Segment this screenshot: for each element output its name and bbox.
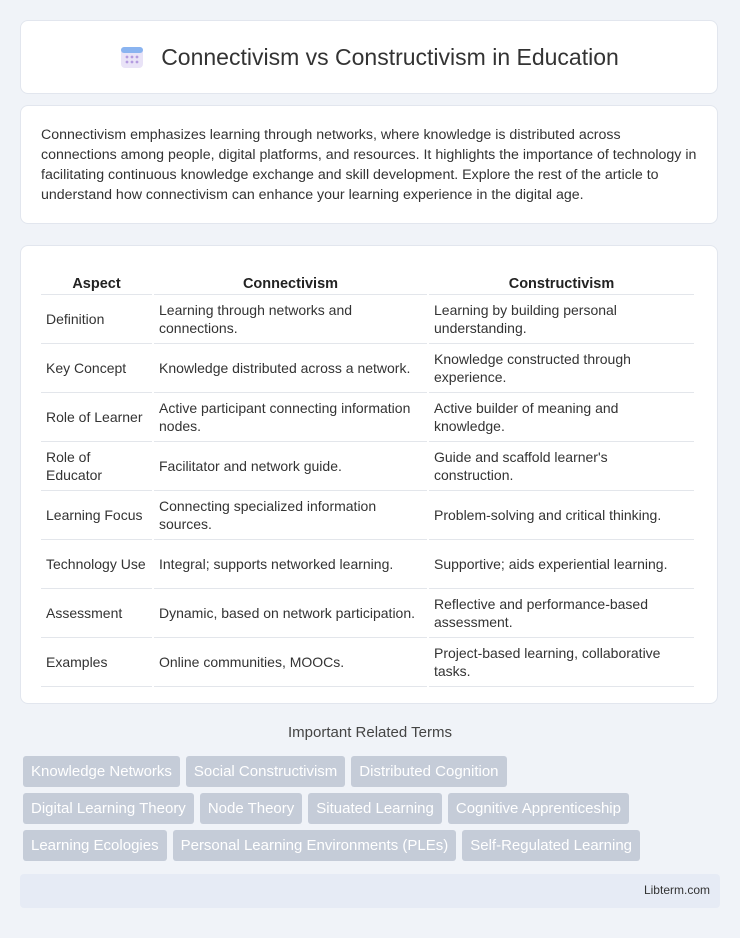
cell-constructivism: Learning by building personal understanding. xyxy=(429,295,694,344)
cell-aspect: Role of Educator xyxy=(41,442,152,491)
cell-aspect: Examples xyxy=(41,638,152,687)
related-terms-tags xyxy=(23,756,723,867)
calendar-icon xyxy=(119,44,145,70)
tag-learning-ecologies[interactable]: Learning Ecologies xyxy=(23,830,167,861)
table-row xyxy=(41,491,694,540)
cell-connectivism: Connecting specialized information sources. xyxy=(154,491,427,540)
comparison-table xyxy=(39,262,696,687)
table-row xyxy=(41,344,694,393)
header-connectivism: Connectivism xyxy=(154,262,427,295)
cell-constructivism: Knowledge constructed through experience. xyxy=(429,344,694,393)
tag-social-constructivism[interactable]: Social Constructivism xyxy=(186,756,345,787)
cell-constructivism: Project-based learning, collaborative tasks. xyxy=(429,638,694,687)
cell-aspect: Role of Learner xyxy=(41,393,152,442)
page-title: Connectivism vs Constructivism in Education xyxy=(161,43,619,70)
cell-aspect: Assessment xyxy=(41,589,152,638)
cell-connectivism: Active participant connecting information nodes. xyxy=(154,393,427,442)
table-row xyxy=(41,393,694,442)
header-constructivism: Constructivism xyxy=(429,262,694,295)
cell-aspect: Learning Focus xyxy=(41,491,152,540)
cell-constructivism: Supportive; aids experiential learning. xyxy=(429,540,694,589)
footer xyxy=(20,874,720,908)
cell-aspect: Definition xyxy=(41,295,152,344)
cell-connectivism: Dynamic, based on network participation. xyxy=(154,589,427,638)
table-header-row xyxy=(41,262,694,295)
cell-connectivism: Learning through networks and connections. xyxy=(154,295,427,344)
tag-row xyxy=(23,756,723,787)
footer-brand-link[interactable]: Libterm.com xyxy=(643,883,710,897)
cell-constructivism: Active builder of meaning and knowledge. xyxy=(429,393,694,442)
intro-text: Connectivism emphasizes learning through networks, where knowledge is distributed across connections among people, digital platforms, and resources. It highlights the importance of technology in facilitating continuous knowledge exchange and skill development. Explore the rest of the article to understand how connectivism can enhance your learning experience in the digital age. xyxy=(41,127,697,203)
cell-aspect: Key Concept xyxy=(41,344,152,393)
related-terms-title: Important Related Terms xyxy=(288,724,452,741)
tag-personal-learning-environments[interactable]: Personal Learning Environments (PLEs) xyxy=(173,830,457,861)
table-row xyxy=(41,589,694,638)
table-row xyxy=(41,540,694,589)
tag-distributed-cognition[interactable]: Distributed Cognition xyxy=(351,756,506,787)
tag-digital-learning-theory[interactable]: Digital Learning Theory xyxy=(23,793,194,824)
tag-knowledge-networks[interactable]: Knowledge Networks xyxy=(23,756,180,787)
cell-connectivism: Integral; supports networked learning. xyxy=(154,540,427,589)
tag-row xyxy=(23,830,723,861)
cell-connectivism: Facilitator and network guide. xyxy=(154,442,427,491)
table-row xyxy=(41,638,694,687)
cell-aspect: Technology Use xyxy=(41,540,152,589)
cell-constructivism: Problem-solving and critical thinking. xyxy=(429,491,694,540)
tag-self-regulated-learning[interactable]: Self-Regulated Learning xyxy=(462,830,640,861)
table-row xyxy=(41,442,694,491)
header-card xyxy=(20,20,718,94)
tag-row xyxy=(23,793,723,824)
tag-node-theory[interactable]: Node Theory xyxy=(200,793,302,824)
tag-cognitive-apprenticeship[interactable]: Cognitive Apprenticeship xyxy=(448,793,629,824)
cell-connectivism: Online communities, MOOCs. xyxy=(154,638,427,687)
header-aspect: Aspect xyxy=(41,262,152,295)
comparison-table-card xyxy=(20,245,718,704)
intro-card xyxy=(20,105,718,224)
cell-constructivism: Reflective and performance-based assessment. xyxy=(429,589,694,638)
cell-connectivism: Knowledge distributed across a network. xyxy=(154,344,427,393)
table-row xyxy=(41,295,694,344)
cell-constructivism: Guide and scaffold learner's construction. xyxy=(429,442,694,491)
tag-situated-learning[interactable]: Situated Learning xyxy=(308,793,442,824)
